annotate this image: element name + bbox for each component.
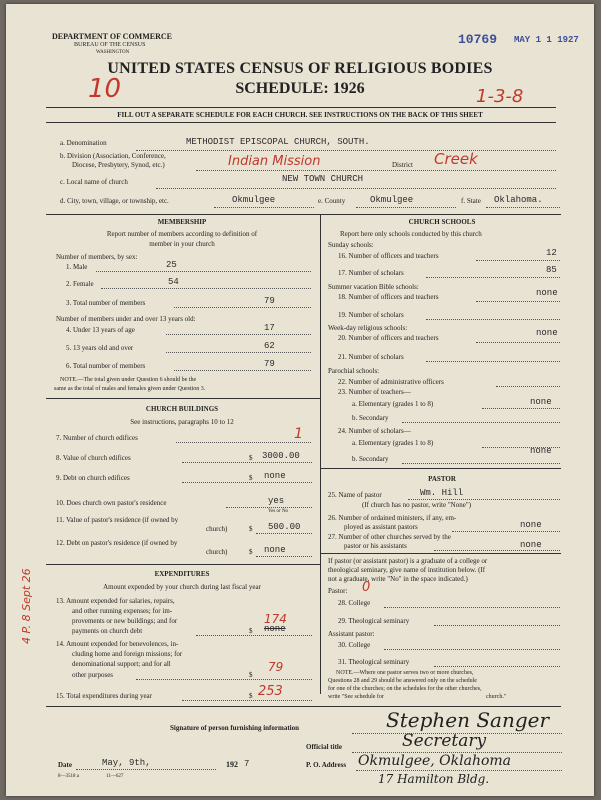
q25-value: Wm. Hill bbox=[420, 488, 464, 498]
year-digit: 7 bbox=[244, 759, 250, 769]
q14-line-3: denominational support; and for all bbox=[72, 660, 171, 668]
q27-value: none bbox=[520, 540, 542, 550]
q25-note: (If church has no pastor, write "None") bbox=[362, 501, 472, 509]
membership-note-2: same as the total of males and females given under Question 3. bbox=[54, 386, 206, 392]
pastor-note-1: NOTE.—Where one pastor serves two or more churches, bbox=[336, 670, 474, 676]
q9-dollar: $ bbox=[249, 474, 253, 482]
schools-heading: CHURCH SCHOOLS bbox=[408, 218, 476, 226]
q15-value: 253 bbox=[258, 684, 283, 699]
q3-label: 3. Total number of members bbox=[66, 299, 146, 307]
q8-dollar: $ bbox=[249, 454, 253, 462]
vacation-schools-label: Summer vacation Bible schools: bbox=[328, 283, 419, 291]
q12-dollar: $ bbox=[249, 548, 253, 556]
q15-label: 15. Total expenditures during year bbox=[56, 692, 152, 700]
q13-line-1: 13. Amount expended for salaries, repairs, bbox=[56, 597, 175, 605]
local-name-label: c. Local name of church bbox=[60, 178, 128, 186]
q9-value: none bbox=[264, 471, 286, 481]
census-schedule-sheet bbox=[6, 4, 594, 796]
q21-label: 21. Number of scholars bbox=[338, 353, 404, 361]
q7-value: 1 bbox=[294, 426, 303, 442]
city-field-value: Okmulgee bbox=[232, 195, 276, 205]
q13-line-4: payments on church debt bbox=[72, 627, 143, 635]
rule-buildings bbox=[46, 398, 320, 399]
division-label-1: b. Division (Association, Conference, bbox=[60, 152, 166, 160]
q10-yes-no: Yes or No bbox=[268, 509, 289, 514]
asst-pastor-label: Assistant pastor: bbox=[328, 630, 375, 638]
q2-value: 54 bbox=[168, 277, 179, 287]
margin-red-note: 4 P. 8 Sept 26 bbox=[20, 568, 33, 644]
grad-note-1: If pastor (or assistant pastor) is a graduate of a college or bbox=[328, 557, 488, 565]
buildings-sub: See instructions, paragraphs 10 to 12 bbox=[130, 418, 234, 426]
rule-pastor bbox=[320, 468, 561, 469]
q20-value: none bbox=[536, 328, 558, 338]
division-label-2: Diocese, Presbytery, Synod, etc.) bbox=[72, 161, 165, 169]
division-value: Indian Mission bbox=[228, 154, 321, 169]
rule-expenditures bbox=[46, 564, 320, 565]
q24a-value: none bbox=[530, 446, 552, 456]
pastor-note-4: write "See schedule for bbox=[328, 694, 384, 700]
q27-line-1: 27. Number of other churches served by the bbox=[328, 533, 451, 541]
membership-sub-1: Report number of members according to definition of bbox=[106, 230, 258, 238]
pastor-red-mark: 0 bbox=[362, 580, 371, 595]
q7-label: 7. Number of church edifices bbox=[56, 434, 138, 442]
q6-value: 79 bbox=[264, 359, 275, 369]
q2-label: 2. Female bbox=[66, 280, 94, 288]
pastor-label: Pastor: bbox=[328, 587, 348, 595]
date-value: May, 9th, bbox=[102, 758, 151, 768]
weekday-schools-label: Week-day religious schools: bbox=[328, 324, 408, 332]
q14-dollar: $ bbox=[249, 671, 253, 679]
q4-value: 17 bbox=[264, 323, 275, 333]
q1-value: 25 bbox=[166, 260, 177, 270]
state-label: f. State bbox=[461, 197, 481, 205]
membership-note-1: NOTE.—The total given under Question 6 should be the bbox=[60, 377, 197, 383]
q29-label: 29. Theological seminary bbox=[338, 617, 410, 625]
q10-label: 10. Does church own pastor's residence bbox=[56, 499, 167, 507]
q24-label: 24. Number of scholars— bbox=[338, 427, 411, 435]
bureau-label: BUREAU OF THE CENSUS bbox=[74, 42, 146, 48]
q23b-label: b. Secondary bbox=[352, 414, 389, 422]
city-field-label: d. City, town, village, or township, etc. bbox=[60, 197, 169, 205]
pastor-note-2: Questions 28 and 29 should be answered only on the schedule bbox=[328, 678, 477, 684]
q14-value: 79 bbox=[268, 660, 284, 674]
membership-sub-2: member in your church bbox=[149, 240, 215, 248]
form-number-2: 11—627 bbox=[106, 774, 124, 779]
city-label: WASHINGTON bbox=[96, 50, 130, 55]
q24a-label: a. Elementary (grades 1 to 8) bbox=[352, 439, 434, 447]
instruction-line: FILL OUT A SEPARATE SCHEDULE FOR EACH CHURCH. SEE INSTRUCTIONS ON THE BACK OF THIS SHEET bbox=[117, 111, 483, 119]
red-batch-number: 10 bbox=[88, 74, 122, 104]
po-address-value: Okmulgee, Oklahoma bbox=[358, 753, 512, 769]
official-title-label: Official title bbox=[306, 743, 342, 751]
q30-label: 30. College bbox=[338, 641, 371, 649]
parochial-schools-label: Parochial schools: bbox=[328, 367, 380, 375]
q3-value: 79 bbox=[264, 296, 275, 306]
signature-value: Stephen Sanger bbox=[386, 708, 550, 732]
buildings-heading: CHURCH BUILDINGS bbox=[145, 405, 219, 413]
rule-graduate bbox=[320, 553, 561, 554]
q26-line-1: 26. Number of ordained ministers, if any, em- bbox=[328, 514, 457, 522]
q13-line-3: provements or new buildings; and for bbox=[72, 617, 178, 625]
state-value: Oklahoma. bbox=[494, 195, 543, 205]
expenditures-sub: Amount expended by your church during last fiscal year bbox=[103, 583, 261, 591]
grad-note-3: not a graduate, write "No" in the space indicated.) bbox=[328, 575, 468, 583]
signature-label: Signature of person furnishing information bbox=[170, 724, 299, 732]
q1-label: 1. Male bbox=[66, 263, 88, 271]
schedule-title: SCHEDULE: 1926 bbox=[235, 80, 365, 97]
q14-line-1: 14. Amount expended for benevolences, in- bbox=[56, 640, 179, 648]
q5-value: 62 bbox=[264, 341, 275, 351]
district-label: District bbox=[392, 161, 413, 169]
q13-line-2: and other running expenses; for im- bbox=[72, 607, 173, 615]
year-prefix: 192 bbox=[226, 760, 238, 769]
department-label: DEPARTMENT OF COMMERCE bbox=[52, 32, 173, 41]
form-title: UNITED STATES CENSUS OF RELIGIOUS BODIES bbox=[107, 60, 493, 77]
local-name-value: NEW TOWN CHURCH bbox=[282, 174, 364, 184]
header-rule-bottom bbox=[46, 122, 556, 123]
county-label: e. County bbox=[318, 197, 346, 205]
q8-label: 8. Value of church edifices bbox=[56, 454, 131, 462]
red-code: 1-3-8 bbox=[476, 86, 524, 107]
q12-label-2: church) bbox=[206, 548, 228, 556]
q4-label: 4. Under 13 years of age bbox=[66, 326, 135, 334]
q6-label: 6. Total number of members bbox=[66, 362, 146, 370]
schools-sub: Report here only schools conducted by this church bbox=[340, 230, 482, 238]
q24b-label: b. Secondary bbox=[352, 455, 389, 463]
membership-heading: MEMBERSHIP bbox=[157, 218, 207, 226]
q27-line-2: pastor or his assistants bbox=[344, 542, 407, 550]
q13-red-value: 174 bbox=[264, 612, 287, 626]
official-title-value: Secretary bbox=[402, 731, 487, 751]
denomination-value: METHODIST EPISCOPAL CHURCH, SOUTH. bbox=[186, 137, 370, 147]
date-label: Date bbox=[58, 761, 72, 769]
pastor-note-5: church." bbox=[486, 694, 507, 700]
members-by-sex: Number of members, by sex: bbox=[56, 253, 138, 261]
q16-value: 12 bbox=[546, 248, 557, 258]
q11-value: 500.00 bbox=[268, 522, 301, 532]
q10-value: yes bbox=[268, 496, 285, 506]
q19-label: 19. Number of scholars bbox=[338, 311, 404, 319]
q16-label: 16. Number of officers and teachers bbox=[338, 252, 439, 260]
grad-note-2: theological seminary, give name of institution below. (If bbox=[328, 566, 486, 574]
q23a-label: a. Elementary (grades 1 to 8) bbox=[352, 400, 434, 408]
q22-label: 22. Number of administrative officers bbox=[338, 378, 444, 386]
q14-line-2: cluding home and foreign missions; for bbox=[72, 650, 183, 658]
q18-value: none bbox=[536, 288, 558, 298]
pastor-heading: PASTOR bbox=[428, 475, 456, 483]
q26-value: none bbox=[520, 520, 542, 530]
q15-dollar: $ bbox=[249, 692, 253, 700]
po-address-value-2: 17 Hamilton Bldg. bbox=[378, 772, 490, 786]
q26-line-2: ployed as assistant pastors bbox=[344, 523, 418, 531]
q8-value: 3000.00 bbox=[262, 451, 300, 461]
district-value: Creek bbox=[434, 150, 478, 168]
column-divider bbox=[320, 214, 321, 694]
q28-label: 28. College bbox=[338, 599, 371, 607]
q31-label: 31. Theological seminary bbox=[338, 658, 410, 666]
q17-value: 85 bbox=[546, 265, 557, 275]
q9-label: 9. Debt on church edifices bbox=[56, 474, 130, 482]
q12-label-1: 12. Debt on pastor's residence (if owned by bbox=[56, 539, 178, 547]
form-number: 8—3518 a bbox=[58, 774, 79, 779]
q11-label-1: 11. Value of pastor's residence (if owned by bbox=[56, 516, 179, 524]
q11-label-2: church) bbox=[206, 525, 228, 533]
q25-label: 25. Name of pastor bbox=[328, 491, 382, 499]
q5-label: 5. 13 years old and over bbox=[66, 344, 134, 352]
q13-dollar: $ bbox=[249, 627, 253, 635]
q12-value: none bbox=[264, 545, 286, 555]
po-address-label: P. O. Address bbox=[306, 761, 347, 769]
section-rule bbox=[46, 214, 561, 215]
q13-value: none bbox=[264, 624, 286, 634]
received-stamp-date: MAY 1 1 1927 bbox=[514, 35, 579, 45]
sunday-schools-label: Sunday schools: bbox=[328, 241, 374, 249]
q11-dollar: $ bbox=[249, 525, 253, 533]
pastor-note-3: for one of the churches; on the schedules for the other churches, bbox=[328, 686, 482, 692]
members-by-age: Number of members under and over 13 years old: bbox=[56, 315, 196, 323]
q23a-value: none bbox=[530, 397, 552, 407]
rule-footer bbox=[46, 706, 561, 707]
header-rule-top bbox=[46, 107, 556, 108]
received-stamp-number: 10769 bbox=[458, 32, 498, 47]
q17-label: 17. Number of scholars bbox=[338, 269, 404, 277]
q20-label: 20. Number of officers and teachers bbox=[338, 334, 439, 342]
q18-label: 18. Number of officers and teachers bbox=[338, 293, 439, 301]
q14-line-4: other purposes bbox=[72, 671, 114, 679]
expenditures-heading: EXPENDITURES bbox=[154, 570, 210, 578]
q23-label: 23. Number of teachers— bbox=[338, 388, 411, 396]
denomination-label: a. Denomination bbox=[60, 139, 107, 147]
county-value: Okmulgee bbox=[370, 195, 414, 205]
